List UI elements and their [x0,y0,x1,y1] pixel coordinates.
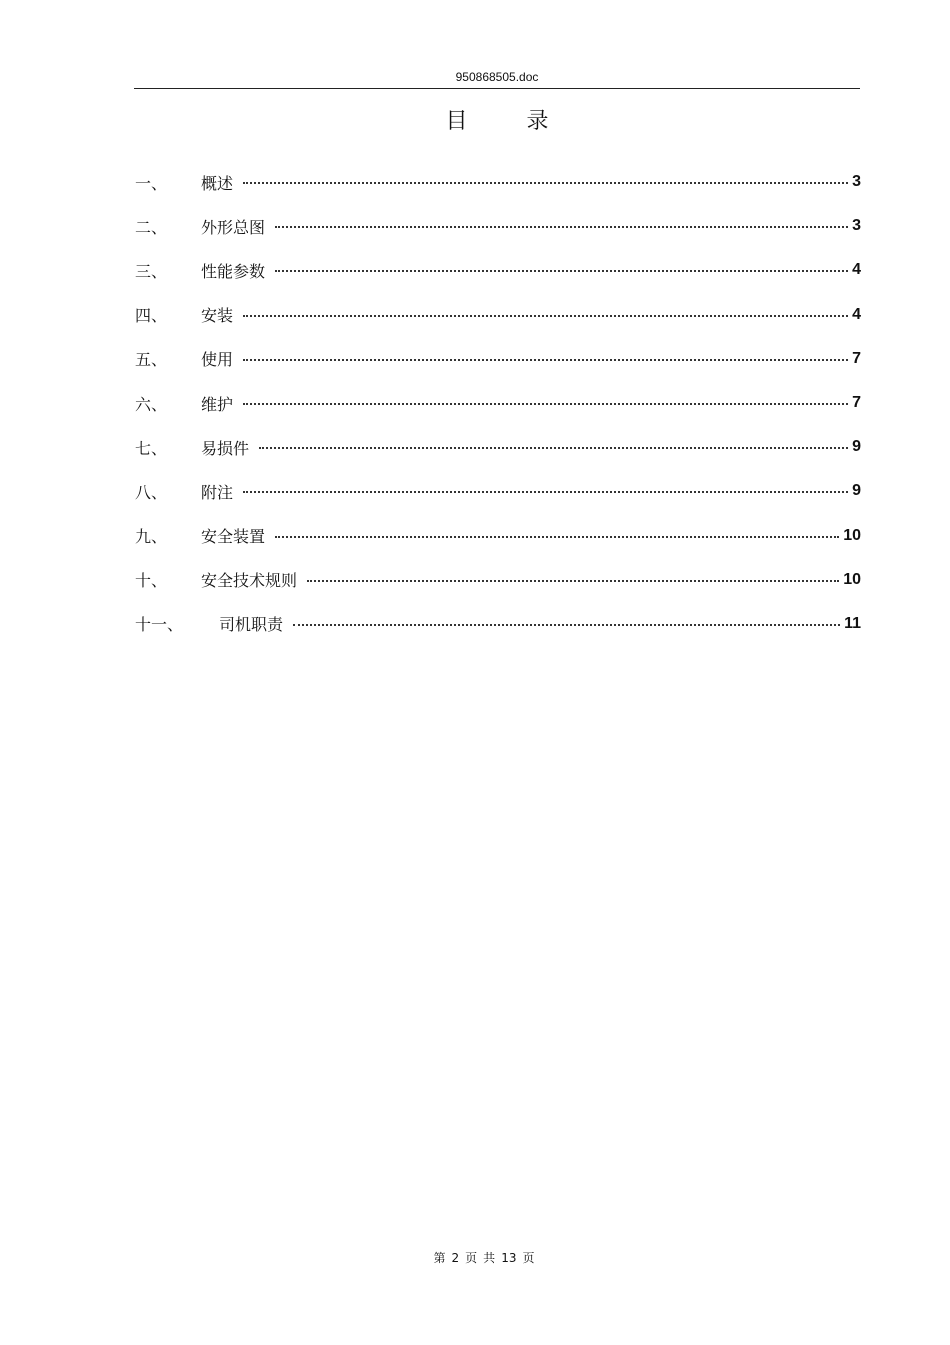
toc-entry-page: 7 [852,349,861,367]
toc-entry[interactable] [135,469,861,513]
toc-entry-label: 安全装置 [201,527,266,547]
toc-entry-label: 司机职责 [219,615,284,635]
toc-entry-number: 四、 [135,306,168,326]
current-page-number: 2 [451,1251,460,1265]
toc-entry[interactable] [135,381,861,425]
toc-entry[interactable] [135,293,861,337]
toc-entry[interactable] [135,337,861,381]
toc-entry[interactable] [135,248,861,292]
table-of-contents [135,160,861,646]
toc-leader-dots [275,270,848,272]
footer-page-word: 页 [465,1251,478,1265]
toc-entry[interactable] [135,160,861,204]
toc-leader-dots [307,580,839,582]
footer-prefix: 第 [433,1251,446,1265]
toc-entry-label: 附注 [201,482,234,502]
toc-leader-dots [275,536,839,538]
toc-entry-page: 10 [843,526,861,544]
toc-entry-page: 9 [852,438,861,456]
toc-entry-page: 3 [852,173,861,191]
toc-entry-label: 安装 [201,306,234,326]
toc-entry-label: 使用 [201,350,234,370]
toc-entry[interactable] [135,558,861,602]
toc-entry-page: 10 [843,570,861,588]
toc-entry-label: 易损件 [201,438,250,458]
total-page-count: 13 [501,1251,517,1265]
toc-leader-dots [259,447,848,449]
toc-leader-dots [243,182,848,184]
toc-entry[interactable] [135,204,861,248]
header-divider [134,88,860,89]
toc-entry-page: 4 [852,261,861,279]
toc-entry-number: 六、 [135,394,168,414]
footer-suffix: 页 [522,1251,535,1265]
toc-entry[interactable] [135,602,861,646]
toc-entry-label: 性能参数 [201,261,266,281]
toc-leader-dots [293,624,840,626]
toc-entry-number: 十一、 [135,615,184,635]
document-filename: 950868505.doc [455,70,539,84]
toc-entry-label: 概述 [201,173,234,193]
toc-entry-number: 八、 [135,482,168,502]
toc-entry-number: 一、 [135,173,168,193]
toc-entry-page: 7 [852,394,861,412]
toc-entry[interactable] [135,425,861,469]
toc-leader-dots [243,315,848,317]
toc-entry-page: 3 [852,217,861,235]
toc-entry[interactable] [135,514,861,558]
toc-entry-label: 安全技术规则 [201,571,298,591]
toc-leader-dots [243,403,848,405]
footer-total-word: 共 [483,1251,496,1265]
toc-entry-page: 11 [844,614,861,632]
toc-leader-dots [275,226,848,228]
toc-entry-number: 七、 [135,438,168,458]
toc-entry-label: 维护 [201,394,234,414]
toc-entry-page: 4 [852,305,861,323]
toc-entry-number: 五、 [135,350,168,370]
toc-leader-dots [243,359,848,361]
toc-title: 目 录 [445,109,575,134]
toc-leader-dots [243,491,848,493]
toc-entry-number: 十、 [135,571,168,591]
page-footer [0,1249,950,1266]
toc-entry-number: 九、 [135,527,168,547]
toc-entry-label: 外形总图 [201,217,266,237]
toc-entry-number: 二、 [135,217,168,237]
toc-entry-number: 三、 [135,261,168,281]
toc-entry-page: 9 [852,482,861,500]
